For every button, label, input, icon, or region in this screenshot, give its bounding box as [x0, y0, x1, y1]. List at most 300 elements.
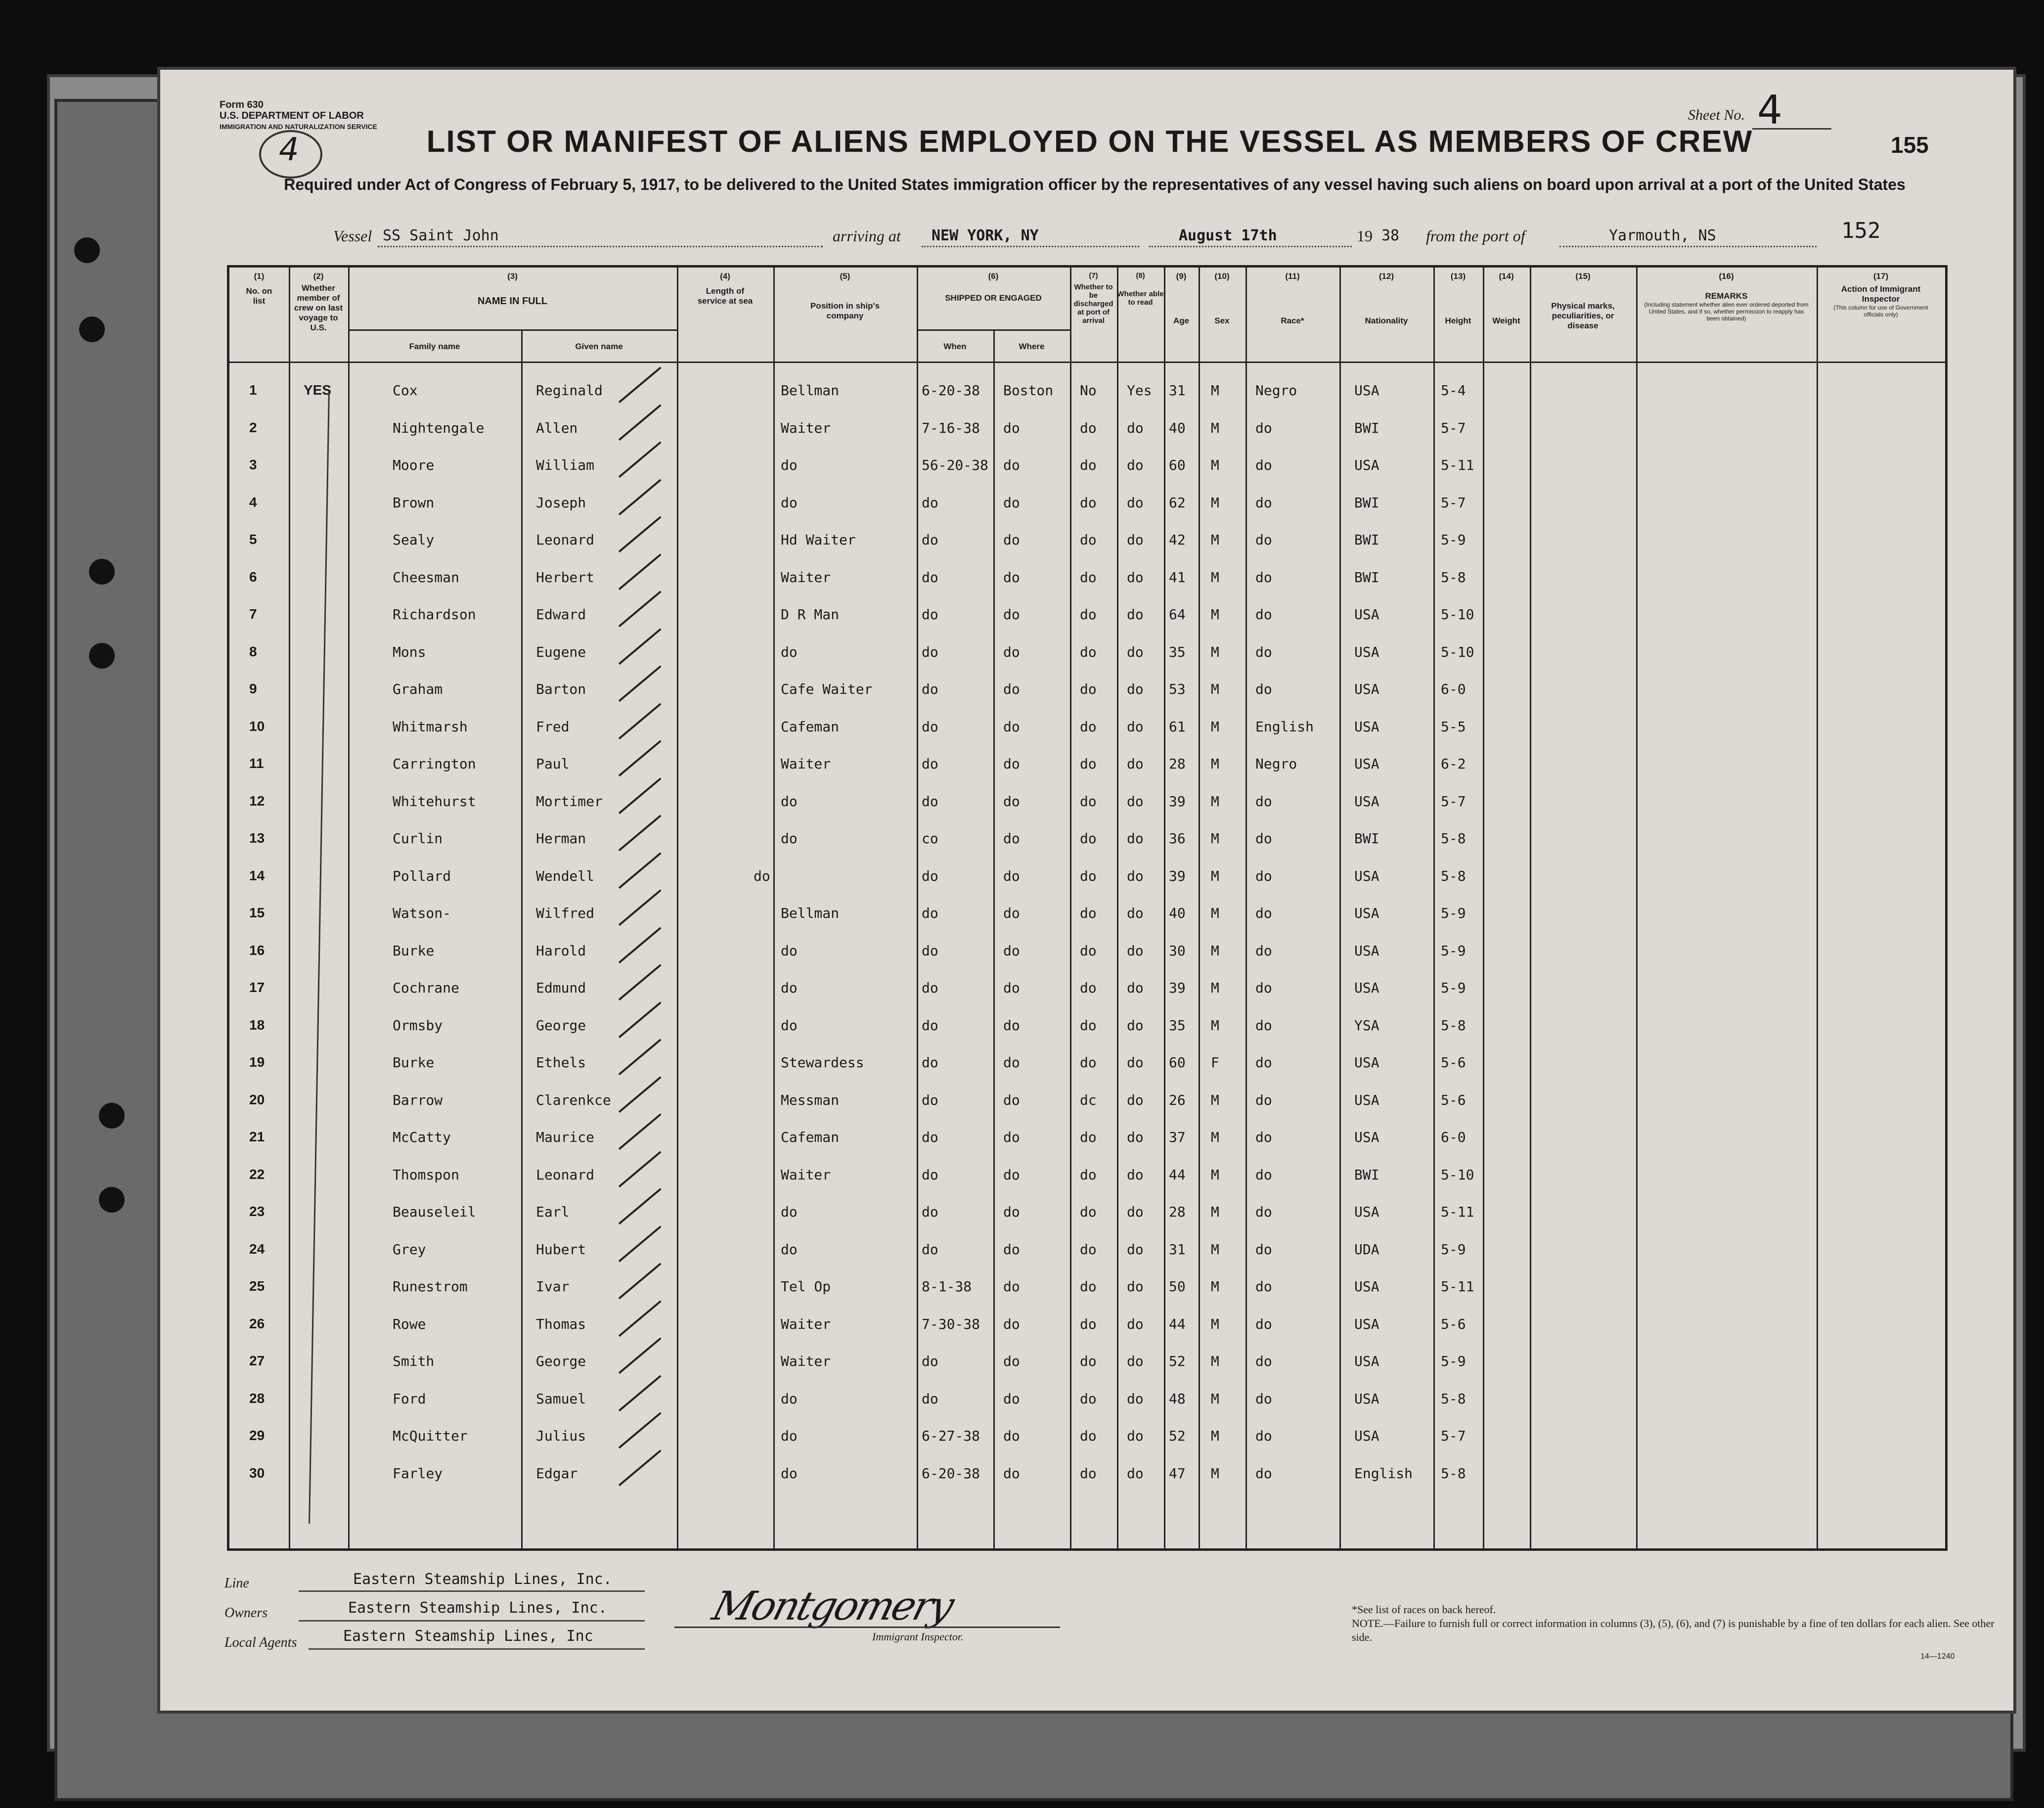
table-row	[229, 1267, 1945, 1305]
cell-height: 5-11	[1441, 1204, 1474, 1220]
cell-no: 11	[249, 756, 264, 771]
cell-family: Smith	[393, 1353, 435, 1369]
checkmark-icon	[619, 1300, 664, 1339]
cell-given: Leonard	[536, 532, 595, 548]
cell-family: Nightengale	[393, 419, 485, 436]
cell-age: 64	[1169, 606, 1186, 623]
col-17-header: (17) Action of Immigrant Inspector (This column for use of Government officials only)	[1833, 271, 1928, 318]
cell-family: Moore	[393, 457, 435, 473]
cell-when: do	[922, 1241, 938, 1258]
cell-family: Cheesman	[393, 569, 459, 586]
cell-race: do	[1255, 419, 1272, 436]
sheet-number-label: Sheet No.	[1688, 107, 1745, 123]
cell-given: Edmund	[536, 980, 586, 996]
table-row	[229, 371, 1945, 408]
cell-position: Cafeman	[781, 1129, 840, 1145]
cell-when: do	[922, 867, 938, 884]
page-subtitle: Required under Act of Congress of February 5, 1917, to be delivered to the United States immigration officer by the representatives of any vessel having such aliens on board upon arrival at a port of the United States	[284, 176, 1906, 193]
cell-family: Grey	[393, 1241, 426, 1258]
cell-when: do	[922, 1091, 938, 1108]
cell-no: 24	[249, 1241, 265, 1257]
cell-height: 5-7	[1441, 793, 1466, 810]
cell-where: do	[1003, 1390, 1020, 1407]
cell-read: do	[1127, 1315, 1144, 1332]
cell-no: 15	[249, 905, 265, 920]
cell-height: 5-10	[1441, 606, 1474, 623]
cell-age: 39	[1169, 867, 1186, 884]
cell-age: 35	[1169, 643, 1186, 660]
cell-nationality: USA	[1354, 606, 1379, 623]
cell-race: Negro	[1255, 756, 1297, 772]
cell-where: do	[1003, 793, 1020, 810]
year-suffix: 38	[1381, 227, 1400, 244]
cell-age: 35	[1169, 1017, 1186, 1034]
cell-sex: M	[1211, 942, 1219, 959]
table-row	[229, 969, 1945, 1006]
cell-discharge: do	[1080, 532, 1097, 548]
cell-read: do	[1127, 1091, 1144, 1108]
table-row	[229, 1230, 1945, 1267]
cell-position: Hd Waiter	[781, 532, 856, 548]
cell-race: do	[1255, 867, 1272, 884]
cell-nationality: UDA	[1354, 1241, 1379, 1258]
cell-age: 28	[1169, 1204, 1186, 1220]
col-7-header: (7) Whether to be discharged at port of arrival	[1073, 271, 1113, 325]
cell-read: do	[1127, 1353, 1144, 1369]
checkmark-icon	[619, 1263, 664, 1301]
cell-when: do	[922, 494, 938, 511]
cell-family: Carrington	[393, 756, 476, 772]
cell-read: do	[1127, 1465, 1144, 1482]
cell-given: Wilfred	[536, 905, 595, 921]
cell-read: do	[1127, 1390, 1144, 1407]
punch-hole	[89, 643, 115, 669]
cell-nationality: BWI	[1354, 1166, 1379, 1183]
checkmark-icon	[619, 889, 664, 928]
cell-no: 27	[249, 1353, 265, 1368]
cell-sex: M	[1211, 457, 1219, 473]
cell-when: 8-1-38	[922, 1278, 972, 1295]
cell-when: do	[922, 793, 938, 810]
cell-position: do	[781, 1390, 798, 1407]
cell-race: do	[1255, 830, 1272, 847]
cell-position: Waiter	[781, 569, 831, 586]
cell-when: do	[922, 681, 938, 697]
inspector-label: Immigrant Inspector.	[872, 1630, 964, 1643]
cell-discharge: do	[1080, 606, 1097, 623]
cell-where: do	[1003, 980, 1020, 996]
agents-value: Eastern Steamship Lines, Inc	[343, 1627, 593, 1645]
cell-age: 39	[1169, 980, 1186, 996]
cell-position: do	[781, 1017, 798, 1034]
cell-nationality: USA	[1354, 681, 1379, 697]
cell-age: 31	[1169, 1241, 1186, 1258]
col-16-header: (16) REMARKS (Including statement whether alien ever ordered deported from United States, and if so, whether permission to reapply has been obtained)	[1644, 271, 1809, 322]
cell-when: 7-30-38	[922, 1315, 980, 1332]
cell-race: do	[1255, 793, 1272, 810]
punch-hole	[89, 559, 115, 585]
checkmark-icon	[619, 366, 664, 405]
cell-race: do	[1255, 1054, 1272, 1071]
cell-position: do	[781, 793, 798, 810]
cell-given: Wendell	[536, 867, 595, 884]
cell-discharge: do	[1080, 1241, 1097, 1258]
cell-where: do	[1003, 1017, 1020, 1034]
cell-discharge: do	[1080, 494, 1097, 511]
cell-nationality: USA	[1354, 1353, 1379, 1369]
cell-when: do	[922, 1204, 938, 1220]
cell-age: 36	[1169, 830, 1186, 847]
cell-where: do	[1003, 1428, 1020, 1444]
cell-race: do	[1255, 905, 1272, 921]
cell-where: do	[1003, 1241, 1020, 1258]
cell-race: do	[1255, 569, 1272, 586]
cell-read: do	[1127, 1017, 1144, 1034]
cell-no: 30	[249, 1465, 265, 1481]
cell-family: Farley	[393, 1465, 443, 1482]
cell-height: 5-9	[1441, 980, 1466, 996]
checkmark-icon	[619, 404, 664, 443]
cell-family: Rowe	[393, 1315, 426, 1332]
table-row	[229, 1043, 1945, 1081]
cell-age: 48	[1169, 1390, 1186, 1407]
cell-discharge: do	[1080, 1129, 1097, 1145]
checkmark-icon	[619, 1412, 664, 1450]
cell-read: do	[1127, 457, 1144, 473]
cell-when: do	[922, 756, 938, 772]
inspector-signature: Montgomery	[708, 1583, 958, 1629]
cell-race: do	[1255, 1166, 1272, 1183]
cell-read: do	[1127, 718, 1144, 735]
cell-discharge: do	[1080, 1428, 1097, 1444]
cell-sex: M	[1211, 1129, 1219, 1145]
cell-race: do	[1255, 1204, 1272, 1220]
page-stamp: 155	[1891, 132, 1929, 158]
cell-position: do	[781, 1204, 798, 1220]
arriving-port: NEW YORK, NY	[932, 227, 1039, 244]
cell-where: do	[1003, 830, 1020, 847]
cell-height: 5-9	[1441, 532, 1466, 548]
cell-height: 5-8	[1441, 1390, 1466, 1407]
checkmark-icon	[619, 777, 664, 816]
punch-hole	[74, 237, 100, 263]
cell-no: 12	[249, 793, 265, 809]
cell-nationality: USA	[1354, 793, 1379, 810]
cell-given: Barton	[536, 681, 586, 697]
cell-given: Fred	[536, 718, 570, 735]
checkmark-icon	[619, 1151, 664, 1189]
cell-sex: M	[1211, 905, 1219, 921]
cell-read: do	[1127, 756, 1144, 772]
cell-position: Messman	[781, 1091, 840, 1108]
checkmark-icon	[619, 665, 664, 704]
cell-age: 26	[1169, 1091, 1186, 1108]
cell-height: 5-7	[1441, 494, 1466, 511]
sheet-number: 4	[1757, 87, 1782, 133]
cell-nationality: USA	[1354, 643, 1379, 660]
checkmark-icon	[619, 553, 664, 592]
cell-when: co	[922, 830, 938, 847]
cell-sex: M	[1211, 718, 1219, 735]
cell-read: do	[1127, 1278, 1144, 1295]
cell-when: do	[922, 1390, 938, 1407]
cell-no: 5	[249, 532, 257, 547]
cell-when: do	[922, 1054, 938, 1071]
cell-where: do	[1003, 494, 1020, 511]
cell-nationality: USA	[1354, 457, 1379, 473]
cell-race: English	[1255, 718, 1314, 735]
cell-given: Allen	[536, 419, 578, 436]
cell-given: Harold	[536, 942, 586, 959]
cell-read: do	[1127, 1204, 1144, 1220]
cell-nationality: USA	[1354, 1054, 1379, 1071]
cell-position: Waiter	[781, 756, 831, 772]
owners-label: Owners	[224, 1605, 268, 1621]
cell-position: Bellman	[781, 905, 840, 921]
cell-nationality: YSA	[1354, 1017, 1379, 1034]
form-identifier: Form 630 U.S. DEPARTMENT OF LABOR IMMIGRATION AND NATURALIZATION SERVICE	[220, 99, 377, 131]
cell-age: 40	[1169, 419, 1186, 436]
cell-sex: M	[1211, 681, 1219, 697]
cell-nationality: BWI	[1354, 532, 1379, 548]
cell-family: Brown	[393, 494, 435, 511]
checkmark-icon	[619, 1375, 664, 1413]
cell-height: 5-10	[1441, 643, 1474, 660]
cell-family: Barrow	[393, 1091, 443, 1108]
cell-height: 6-0	[1441, 681, 1466, 697]
cell-sex: M	[1211, 1091, 1219, 1108]
cell-given: Leonard	[536, 1166, 595, 1183]
cell-family: Cochrane	[393, 980, 459, 996]
cell-nationality: USA	[1354, 1315, 1379, 1332]
cell-race: do	[1255, 1465, 1272, 1482]
table-row	[229, 1118, 1945, 1155]
col-14-header: (14) Weight	[1492, 271, 1520, 325]
table-row	[229, 446, 1945, 483]
cell-sex: M	[1211, 419, 1219, 436]
cell-nationality: USA	[1354, 1204, 1379, 1220]
cell-age: 61	[1169, 718, 1186, 735]
cell-given: Herman	[536, 830, 586, 847]
cell-family: Ford	[393, 1390, 426, 1407]
cell-where: do	[1003, 1353, 1020, 1369]
cell-no: 10	[249, 718, 265, 734]
cell-race: do	[1255, 532, 1272, 548]
cell-where: do	[1003, 643, 1020, 660]
cell-height: 5-8	[1441, 867, 1466, 884]
table-row	[229, 708, 1945, 745]
cell-discharge: do	[1080, 1353, 1097, 1369]
cell-sex: M	[1211, 532, 1219, 548]
cell-no: 19	[249, 1054, 265, 1070]
cell-race: do	[1255, 1353, 1272, 1369]
table-row	[229, 819, 1945, 857]
cell-family: Ormsby	[393, 1017, 443, 1034]
cell-position: do	[781, 1241, 798, 1258]
cell-where: do	[1003, 681, 1020, 697]
cell-discharge: do	[1080, 905, 1097, 921]
cell-age: 52	[1169, 1428, 1186, 1444]
cell-no: 9	[249, 681, 257, 696]
cell-discharge: do	[1080, 830, 1097, 847]
cell-given: Reginald	[536, 382, 603, 399]
cell-age: 60	[1169, 1054, 1186, 1071]
cell-sex: M	[1211, 756, 1219, 772]
checkmark-icon	[619, 814, 664, 853]
cell-family: Pollard	[393, 867, 451, 884]
cell-where: do	[1003, 532, 1020, 548]
cell-family: McCatty	[393, 1129, 451, 1145]
cell-height: 5-11	[1441, 457, 1474, 473]
table-row	[229, 1081, 1945, 1118]
cell-read: do	[1127, 867, 1144, 884]
cell-sex: M	[1211, 830, 1219, 847]
cell-position: do	[781, 1465, 798, 1482]
cell-family: Sealy	[393, 532, 435, 548]
cell-age: 31	[1169, 382, 1186, 399]
cell-discharge: do	[1080, 1315, 1097, 1332]
cell-no: 16	[249, 942, 265, 958]
cell-sex: M	[1211, 980, 1219, 996]
cell-no: 23	[249, 1204, 265, 1219]
cell-discharge: do	[1080, 1166, 1097, 1183]
table-row	[229, 745, 1945, 782]
cell-age: 39	[1169, 793, 1186, 810]
cell-no: 22	[249, 1166, 265, 1182]
cell-discharge: do	[1080, 1204, 1097, 1220]
cell-discharge: do	[1080, 942, 1097, 959]
cell-no: 4	[249, 494, 257, 510]
col-3-header: (3) NAME IN FULL	[477, 271, 548, 307]
cell-when: do	[922, 718, 938, 735]
cell-height: 5-10	[1441, 1166, 1474, 1183]
cell-family: Cox	[393, 382, 418, 399]
cell-height: 5-8	[1441, 1017, 1466, 1034]
cell-given: Julius	[536, 1428, 586, 1444]
cell-when: 6-20-38	[922, 382, 980, 399]
cell-race: do	[1255, 980, 1272, 996]
cell-given: Joseph	[536, 494, 586, 511]
cell-position: Cafeman	[781, 718, 840, 735]
cell-race: do	[1255, 1017, 1272, 1034]
cell-no: 2	[249, 419, 257, 435]
cell-when: do	[922, 980, 938, 996]
cell-height: 5-6	[1441, 1091, 1466, 1108]
cell-discharge: do	[1080, 1017, 1097, 1034]
cell-age: 50	[1169, 1278, 1186, 1295]
cell-given: Hubert	[536, 1241, 586, 1258]
cell-height: 5-8	[1441, 569, 1466, 586]
checkmark-icon	[619, 703, 664, 741]
cell-discharge: do	[1080, 681, 1097, 697]
table-row	[229, 521, 1945, 558]
cell-discharge: do	[1080, 980, 1097, 996]
arrival-date: August 17th	[1179, 227, 1277, 244]
cell-position: Waiter	[781, 1166, 831, 1183]
cell-crew: YES	[304, 382, 332, 398]
cell-race: do	[1255, 1428, 1272, 1444]
cell-nationality: USA	[1354, 1390, 1379, 1407]
cell-nationality: USA	[1354, 756, 1379, 772]
checkmark-icon	[619, 590, 664, 629]
form-code: 14—1240	[1920, 1652, 1955, 1661]
cell-height: 5-9	[1441, 1241, 1466, 1258]
cell-race: do	[1255, 1241, 1272, 1258]
cell-read: do	[1127, 419, 1144, 436]
page-stamp-2: 152	[1841, 218, 1881, 243]
checkmark-icon	[619, 964, 664, 1002]
cell-nationality: USA	[1354, 718, 1379, 735]
col-10-header: (10) Sex	[1214, 271, 1230, 325]
table-row	[229, 1342, 1945, 1379]
where-header: Where	[1019, 342, 1045, 351]
cell-no: 8	[249, 643, 257, 659]
cell-sex: M	[1211, 1278, 1219, 1295]
cell-height: 5-9	[1441, 942, 1466, 959]
cell-age: 30	[1169, 942, 1186, 959]
cell-where: do	[1003, 1054, 1020, 1071]
cell-given: Clarenkce	[536, 1091, 611, 1108]
cell-no: 21	[249, 1129, 265, 1144]
cell-position: Tel Op	[781, 1278, 831, 1295]
crew-table	[227, 265, 1948, 1551]
cell-discharge: do	[1080, 793, 1097, 810]
cell-given: Thomas	[536, 1315, 586, 1332]
cell-nationality: USA	[1354, 1129, 1379, 1145]
cell-read: do	[1127, 1428, 1144, 1444]
cell-no: 14	[249, 867, 265, 883]
cell-no: 13	[249, 830, 265, 846]
line-label: Line	[224, 1576, 249, 1591]
table-row	[229, 1156, 1945, 1193]
owners-value: Eastern Steamship Lines, Inc.	[348, 1599, 607, 1617]
arriving-label: arriving at	[833, 227, 901, 245]
cell-age: 62	[1169, 494, 1186, 511]
vessel-name: SS Saint John	[383, 227, 499, 244]
checkmark-icon	[619, 628, 664, 667]
cell-given: Earl	[536, 1204, 570, 1220]
cell-sex: M	[1211, 1465, 1219, 1482]
cell-given: Edgar	[536, 1465, 578, 1482]
cell-no: 3	[249, 457, 257, 472]
cell-position: Stewardess	[781, 1054, 864, 1071]
year-prefix: 19	[1357, 227, 1373, 245]
cell-position: do	[781, 942, 798, 959]
cell-race: do	[1255, 1390, 1272, 1407]
cell-family: Richardson	[393, 606, 476, 623]
cell-where: do	[1003, 942, 1020, 959]
cell-height: 6-0	[1441, 1129, 1466, 1145]
cell-family: Graham	[393, 681, 443, 697]
handwritten-number: 4	[279, 132, 299, 168]
col-12-header: (12) Nationality	[1365, 271, 1408, 325]
cell-discharge: do	[1080, 718, 1097, 735]
cell-no: 7	[249, 606, 257, 622]
cell-given: Paul	[536, 756, 570, 772]
cell-age: 53	[1169, 681, 1186, 697]
cell-no: 1	[249, 382, 257, 398]
cell-sex: M	[1211, 569, 1219, 586]
cell-read: do	[1127, 681, 1144, 697]
punch-hole	[79, 316, 105, 342]
cell-family: Mons	[393, 643, 426, 660]
cell-when: 6-27-38	[922, 1428, 980, 1444]
cell-where: do	[1003, 1315, 1020, 1332]
cell-given: Herbert	[536, 569, 595, 586]
cell-race: do	[1255, 1315, 1272, 1332]
cell-nationality: USA	[1354, 942, 1379, 959]
cell-nationality: BWI	[1354, 569, 1379, 586]
